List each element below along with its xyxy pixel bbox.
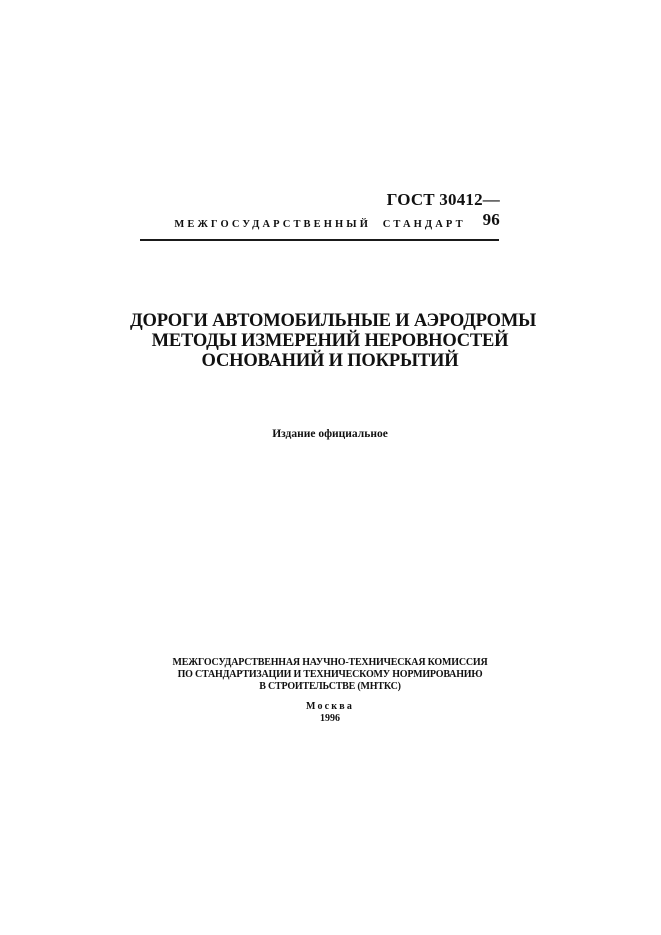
publisher-line: В СТРОИТЕЛЬСТВЕ (МНТКС) <box>259 681 401 692</box>
standard-code: ГОСТ 30412—96 <box>386 190 500 229</box>
document-title <box>130 311 537 371</box>
publisher-block <box>140 657 520 693</box>
publication-city: Москва <box>305 701 355 712</box>
publication-year: 1996 <box>320 713 340 724</box>
header-divider <box>140 239 499 241</box>
edition-label: Издание официальное <box>272 428 388 440</box>
publisher-line: ПО СТАНДАРТИЗАЦИИ И ТЕХНИЧЕСКОМУ НОРМИРОВАНИЮ <box>177 669 483 680</box>
title-line: ОСНОВАНИЙ И ПОКРЫТИЙ <box>201 351 459 371</box>
publisher-line: МЕЖГОСУДАРСТВЕННАЯ НАУЧНО-ТЕХНИЧЕСКАЯ КОМИССИЯ <box>172 657 488 668</box>
standard-type-heading: МЕЖГОСУДАРСТВЕННЫЙ СТАНДАРТ <box>174 219 466 230</box>
title-line: ДОРОГИ АВТОМОБИЛЬНЫЕ И АЭРОДРОМЫ <box>130 311 537 331</box>
title-line: МЕТОДЫ ИЗМЕРЕНИЙ НЕРОВНОСТЕЙ <box>151 331 509 351</box>
